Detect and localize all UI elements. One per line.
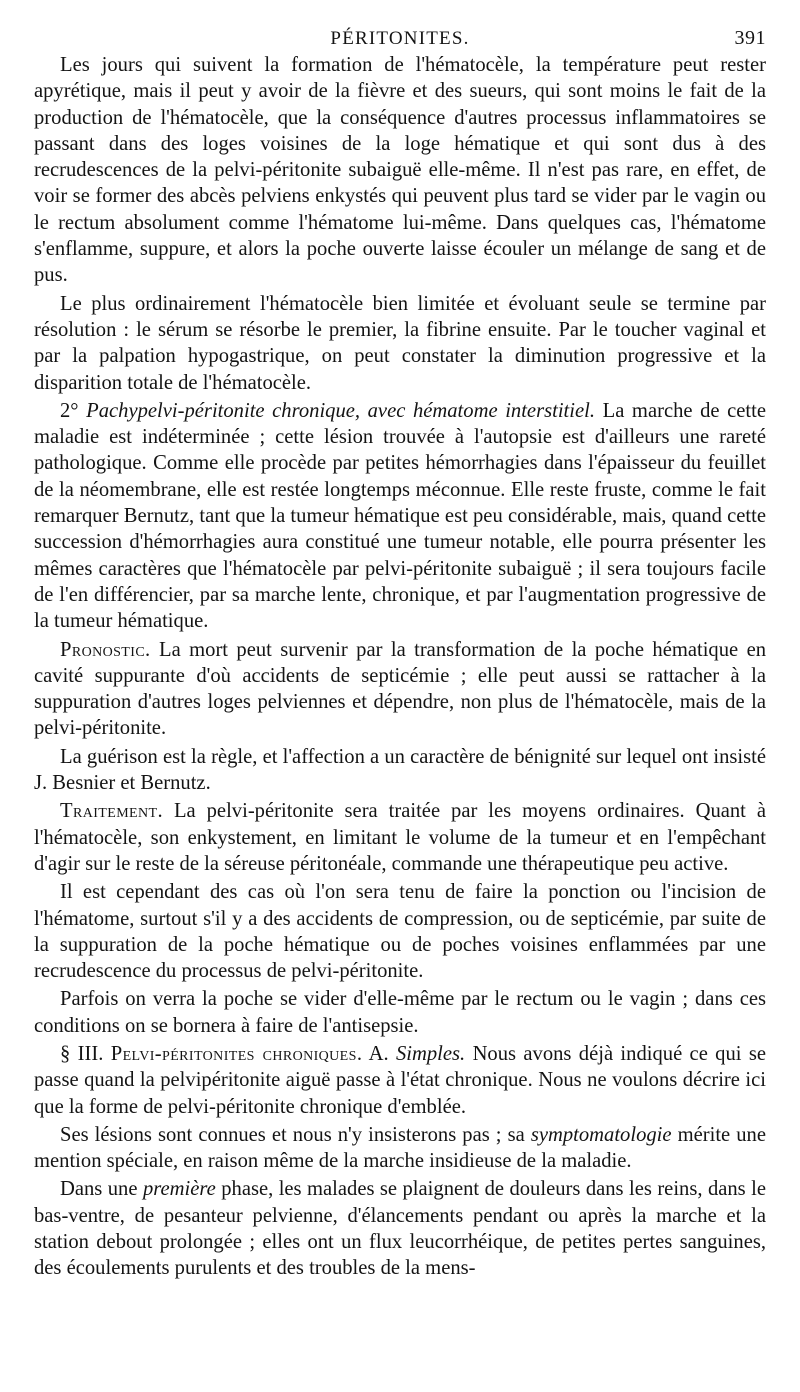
- section-number: § III.: [60, 1042, 104, 1065]
- list-number: 2°: [60, 399, 79, 422]
- paragraph: [34, 398, 766, 635]
- paragraph-text: Nous avons déjà indiqué ce qui se passe quand la pelvipéritonite aiguë passe à l'état chronique. Nous ne voulons décrire ici que la forme de pelvi-péritonite chronique d'emblée.: [34, 1042, 767, 1118]
- paragraph-text: phase, les malades se plaignent de douleurs dans les reins, dans le bas-ventre, de pesanteur pelvienne, d'élancements pendant ou après la marche et la station debout prolongée ; elles ont un flux leucorrhéique, de petites pertes sanguines, des écoulements purulents et des troubles de la mens-: [34, 1178, 766, 1280]
- paragraph: Les jours qui suivent la formation de l'hématocèle, la température peut rester apyrétique, mais il peut y avoir de la fièvre et des sueurs, qui sont moins le fait de la production de l'hématocèle, que la conséquence d'autres processus inflammatoires se passant dans des loges voisines de la loge hématique et qui sont dus à des recrudescences de la pelvi-péritonite subaiguë elle-même. Il n'est pas rare, en effet, de voir se former des abcès pelviens enkystés qui peuvent plus tard se vider par le vagin ou le rectum absolument comme l'hématome lui-même. Dans quelques cas, l'hématome s'enflamme, suppure, et alors la poche ouverte laisse écouler un mélange de sang et de pus.: [34, 54, 766, 287]
- paragraph: [34, 1122, 766, 1175]
- emphasis: première: [142, 1178, 216, 1201]
- body-text: [34, 52, 766, 1282]
- subsection-title: Simples.: [395, 1042, 466, 1065]
- running-title: PÉRITONITES.: [330, 28, 470, 49]
- paragraph-text: La pelvi-péritonite sera traitée par les moyens ordinaires. Quant à l'hématocèle, son enkystement, en limitant le volume de la tumeur et en l'empêchant d'agir sur le reste de la séreuse péritonéale, commande une thérapeutique peu active.: [34, 800, 766, 875]
- paragraph-text: Ses lésions sont connues et nous n'y insisterons pas ; sa: [60, 1123, 525, 1146]
- paragraph: La guérison est la règle, et l'affection a un caractère de bénignité sur lequel ont insisté J. Besnier et Bernutz.: [34, 745, 766, 795]
- subsection-letter: A.: [368, 1042, 389, 1065]
- run-in-heading: Traitement.: [60, 800, 164, 823]
- paragraph: [34, 798, 766, 877]
- paragraph-text: mérite une mention spéciale, en raison même de la marche insidieuse de la maladie.: [34, 1123, 766, 1173]
- paragraph: [34, 637, 766, 742]
- running-header: [34, 0, 766, 52]
- paragraph-text: La marche de cette maladie est indéterminée ; cette lésion trouvée à l'autopsie est d'ailleurs une rareté pathologique. Comme elle procède par petites hémorrhagies dans l'épaisseur du feuillet de la néomembrane, elle est restée longtemps méconnue. Elle reste fruste, comme le fait remarquer Bernutz, tant que la tumeur hématique est peu considérable, mais, quand cette succession d'hémorrhagies aura constitué une tumeur notable, elle pourra présenter les mêmes caractères que l'hématocèle par pelvi-péritonite subaiguë ; il sera toujours facile de l'en différencier, par sa marche lente, chronique, et par l'augmentation progressive de la tumeur hématique.: [34, 399, 767, 633]
- paragraph: Il est cependant des cas où l'on sera tenu de faire la ponction ou l'incision de l'hématome, surtout s'il y a des accidents de compression, ou de septicémie, par suite de la suppuration de la poche hématique ou de poches voisines enflammées par une recrudescence du processus de pelvi-péritonite.: [34, 881, 766, 983]
- paragraph-text: La mort peut survenir par la transformation de la poche hématique en cavité suppurante d'où accidents de septicémie ; elle peut aussi se rattacher à la suppuration d'autres loges pelviennes et dépendre, non plus de l'hématocèle, mais de la pelvi-péritonite.: [34, 638, 767, 740]
- paragraph: Parfois on verra la poche se vider d'elle-même par le rectum ou le vagin ; dans ces conditions on se bornera à faire de l'antisepsie.: [34, 988, 766, 1037]
- page-number: 391: [734, 27, 766, 49]
- paragraph: [34, 1041, 766, 1120]
- subsection-heading: Pachypelvi-péritonite chronique, avec hématome interstitiel.: [86, 399, 595, 422]
- run-in-heading: Pronostic.: [60, 638, 151, 661]
- book-page: [34, 0, 766, 1392]
- paragraph: Le plus ordinairement l'hématocèle bien limitée et évoluant seule se termine par résolution : le sérum se résorbe le premier, la fibrine ensuite. Par le toucher vaginal et par la palpation hypogastrique, on peut constater la diminution progressive et la disparition totale de l'hématocèle.: [34, 292, 766, 394]
- emphasis: symptomatologie: [530, 1123, 672, 1146]
- section-heading: Pelvi-péritonites chroniques.: [110, 1042, 363, 1065]
- paragraph: [34, 1176, 766, 1281]
- paragraph-text: Dans une: [60, 1178, 138, 1201]
